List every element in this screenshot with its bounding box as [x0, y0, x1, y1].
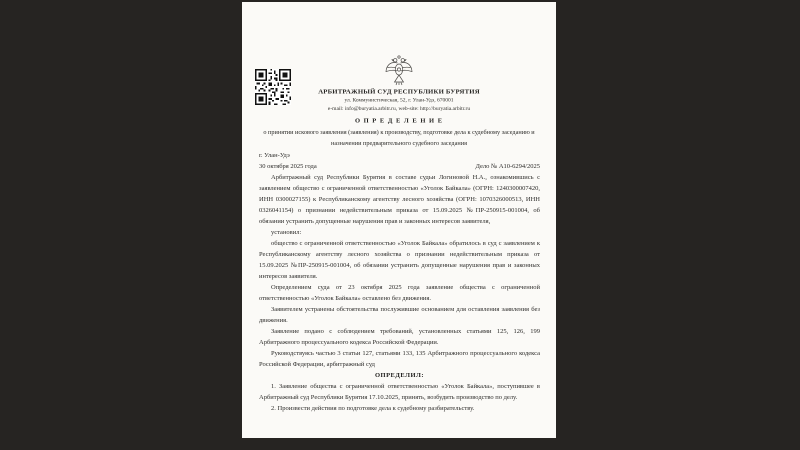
ruling-item-1: 1. Заявление общества с ограниченной ответственностью «Уголок Байкала», поступившее в Арбитражный суд Республики Бурятия 17.10.2025, принять, возбудить производство по делу. — [259, 382, 540, 401]
court-address: ул. Коммунистическая, 52, г. Улан-Удэ, 670001 — [344, 97, 454, 103]
coat-of-arms-icon — [384, 54, 414, 86]
court-contacts: e-mail: info@buryatia.arbitr.ru, web-site: http://buryatia.arbitr.ru — [327, 105, 471, 112]
document-content — [242, 54, 556, 438]
paragraph-3: Заявителем устранены обстоятельства послужившие основанием для оставления заявления без движения. — [259, 305, 540, 324]
document-date: 30 октября 2025 года — [259, 162, 317, 170]
date-case-row — [259, 161, 540, 172]
paragraph-2: Определением суда от 23 октября 2025 года заявление общества с ограниченной ответственностью «Уголок Байкала» оставлено без движения. — [259, 283, 540, 302]
document-title: О П Р Е Д Е Л Е Н И Е — [354, 116, 444, 124]
document-subtitle: о принятии искового заявления (заявления) к производству, подготовке дела к судебному заседанию и назначении предварительного судебного заседания — [263, 128, 535, 147]
qr-code-icon — [255, 69, 291, 105]
case-number: Дело № А10-6294/2025 — [475, 162, 540, 170]
court-name: АРБИТРАЖНЫЙ СУД РЕСПУБЛИКИ БУРЯТИЯ — [318, 87, 480, 95]
opredelil-heading: ОПРЕДЕЛИЛ: — [374, 371, 425, 379]
paragraph-5: Руководствуясь частью 3 статьи 127, статьями 133, 135 Арбитражного процессуального кодекса Российской Федерации, арбитражный суд — [259, 349, 540, 368]
paragraph-4: Заявление подано с соблюдением требований, установленных статьями 125, 126, 199 Арбитражного процессуального кодекса Российской Федерации. — [259, 327, 540, 346]
court-document-page — [242, 2, 556, 438]
document-body — [259, 150, 540, 414]
ruling-item-2: 2. Произвести действия по подготовке дела к судебному разбирательству. — [271, 404, 475, 412]
city-label: г. Улан-Удэ — [259, 151, 290, 159]
paragraph-intro: Арбитражный суд Республики Бурятия в составе судьи Логиновой Н.А., ознакомившись с заявлением общество с ограниченной ответственностью «Уголок Байкала» (ОГРН: 1240300007420, ИНН 0300027155) к Республиканскому агентству лесного хозяйства (ОГРН: 1070326000513, ИНН 0326041154) о признании недействительным приказа от 15.09.2025 №ПР-250915-001004, об обязании устранить допущенные нарушения прав и законных интересов заявителя, — [259, 173, 540, 225]
paragraph-1: общество с ограниченной ответственностью «Уголок Байкала» обратилось в суд с заявлением к Республиканскому агентству лесного хозяйства о признании недействительным приказа от 15.09.2025 №ПР-250915-001004, об обязании устранить допущенные нарушения прав и законных интересов заявителя. — [259, 239, 540, 280]
paragraph-ustanovil: установил: — [271, 228, 302, 236]
